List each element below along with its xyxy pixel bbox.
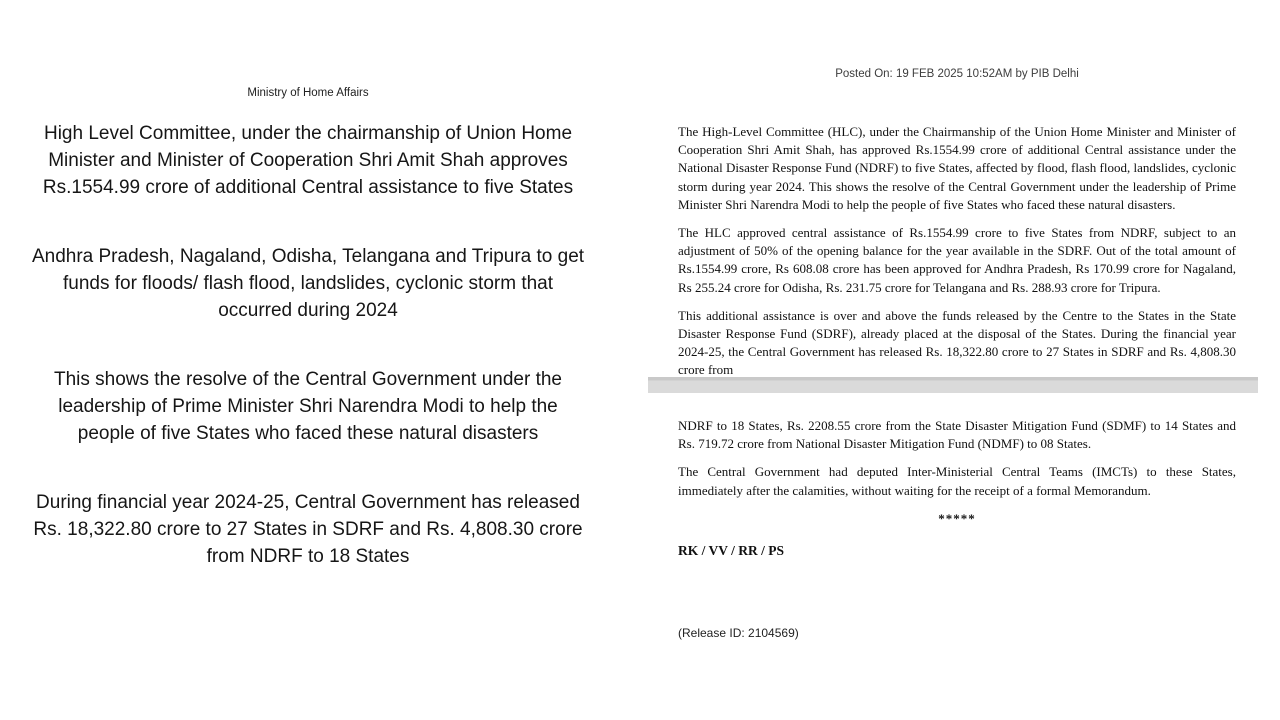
body-paragraph-mitigation-funds: NDRF to 18 States, Rs. 2208.55 crore from the State Disaster Mitigation Fund (SDMF) to 14 States and Rs. 719.72 crore from National Disaster Mitigation Fund (NDMF) to 08 States. bbox=[678, 418, 1236, 452]
subheadline-financial-year: During financial year 2024-25, Central Government has released Rs. 18,322.80 crore to 27 States in SDRF and Rs. 4,808.30 crore from NDRF to 18 States bbox=[33, 492, 583, 567]
body-paragraph-state-allocations: The HLC approved central assistance of Rs.1554.99 crore to five States from NDRF, subject to an adjustment of 50% of the opening balance for the year available in the SDRF. Out of the total amount of Rs.1554.99 crore, Rs 608.08 crore has been approved for Andhra Pradesh, Rs 170.99 crore for Nagaland, Rs 255.24 crore for Odisha, Rs. 231.75 crore for Telangana and Rs. 288.93 crore for Tripura. bbox=[678, 225, 1236, 295]
headline-column bbox=[28, 86, 588, 612]
body-paragraph-imct-teams: The Central Government had deputed Inter-Ministerial Central Teams (IMCTs) to these States, immediately after the calamities, without waiting for the receipt of a formal Memorandum. bbox=[678, 464, 1236, 498]
release-id: (Release ID: 2104569) bbox=[678, 626, 799, 641]
separator-stars: ***** bbox=[938, 510, 976, 526]
body-paragraph-hlc-approval: The High-Level Committee (HLC), under the Chairmanship of the Union Home Minister and Minister of Cooperation Shri Amit Shah, has approved Rs.1554.99 crore of additional Central assistance under the National Disaster Response Fund (NDRF) to five States, affected by flood, flash flood, landslides, cyclonic storm during year 2024. This shows the resolve of the Central Government under the leadership of Prime Minister Shri Narendra Modi to help the people of five States who faced these natural disasters. bbox=[678, 124, 1236, 212]
body-paragraph-additional-assistance: This additional assistance is over and above the funds released by the Centre to the States in the State Disaster Response Fund (SDRF), already placed at the disposal of the States. During the financial year 2024-25, the Central Government has released Rs. 18,322.80 crore to 27 States in SDRF and Rs. 4,808.30 crore from bbox=[678, 307, 1236, 378]
subheadline-states-funds: Andhra Pradesh, Nagaland, Odisha, Telangana and Tripura to get funds for floods/ flash flood, landslides, cyclonic storm that occurred during 2024 bbox=[31, 246, 585, 321]
body-column-page-1 bbox=[678, 123, 1236, 390]
subheadline-government-resolve: This shows the resolve of the Central Government under the leadership of Prime Minister Shri Narendra Modi to help the people of five States who faced these natural disasters bbox=[54, 369, 562, 444]
press-release-headline: High Level Committee, under the chairmanship of Union Home Minister and Minister of Cooperation Shri Amit Shah approves Rs.1554.99 crore of additional Central assistance to five States bbox=[42, 123, 574, 198]
posted-on-timestamp: Posted On: 19 FEB 2025 10:52AM by PIB Delhi bbox=[835, 68, 1079, 80]
body-column-page-2 bbox=[678, 417, 1236, 642]
page-break-divider bbox=[648, 377, 1258, 393]
author-initials: RK / VV / RR / PS bbox=[678, 543, 785, 559]
ministry-label: Ministry of Home Affairs bbox=[247, 87, 369, 99]
